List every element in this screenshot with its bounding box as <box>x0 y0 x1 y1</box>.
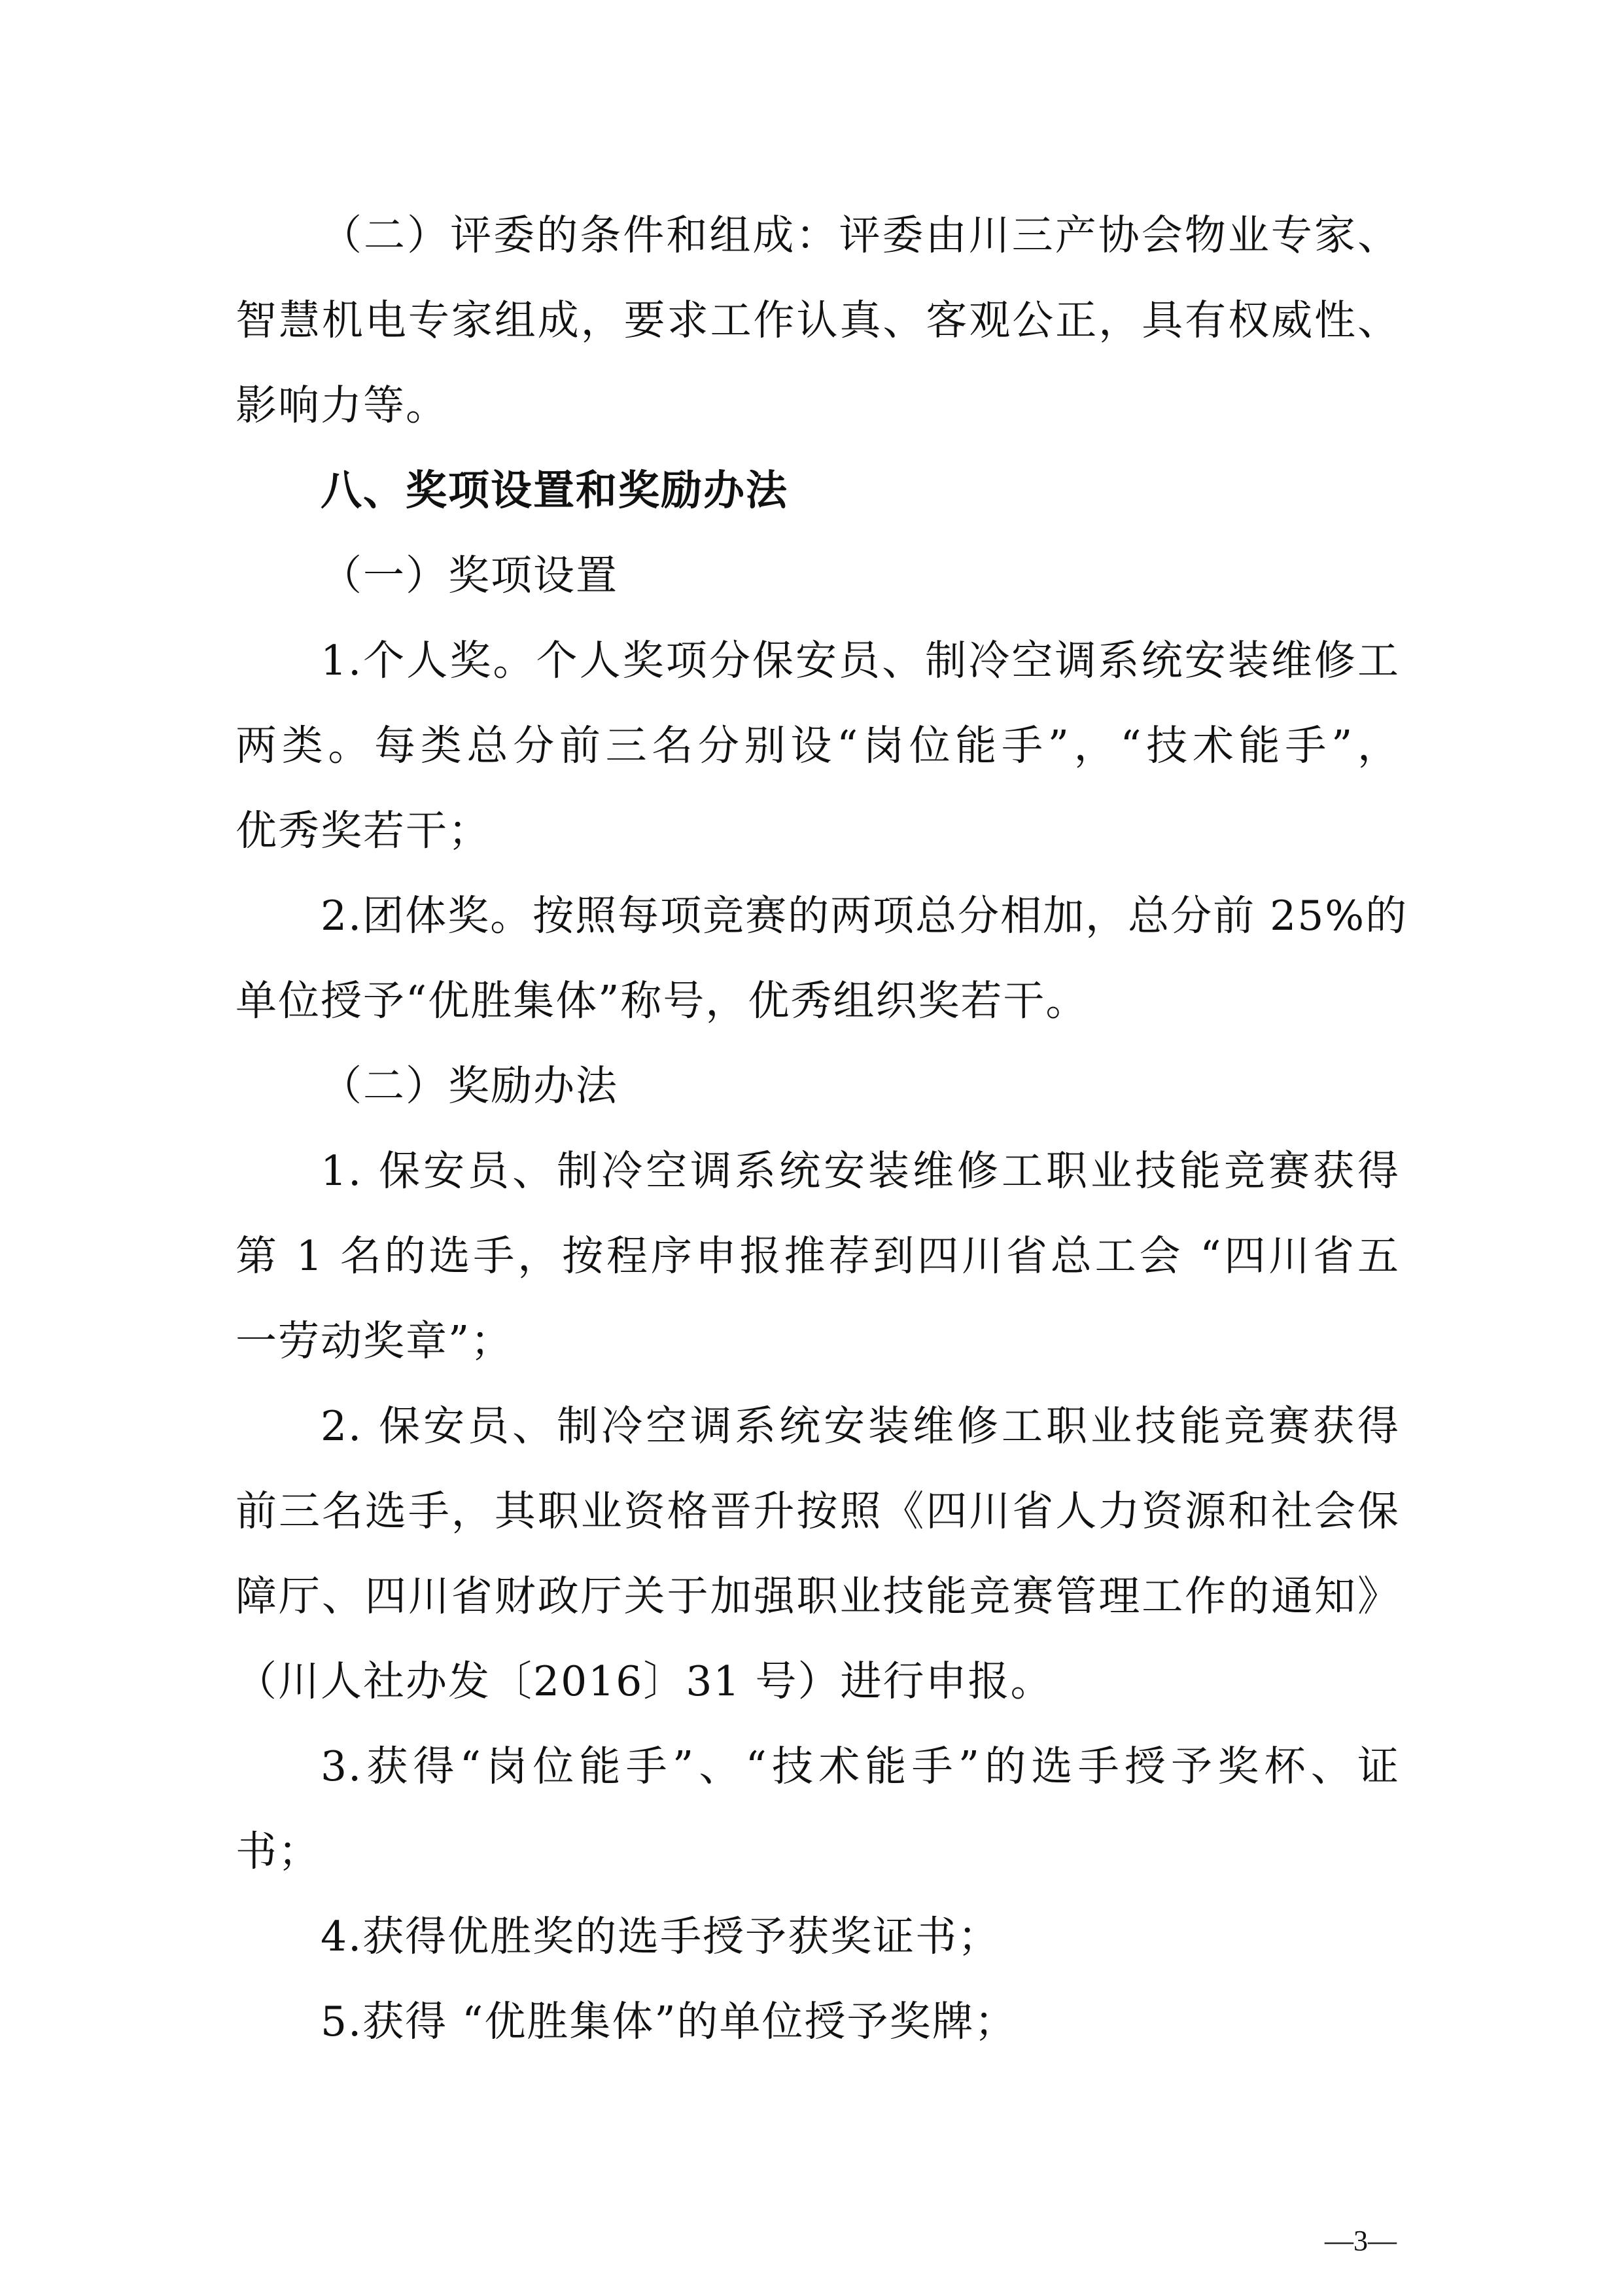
paragraph-reward-1-line-2: 第 1 名的选手，按程序申报推荐到四川省总工会 “四川省五 <box>236 1232 1400 1280</box>
page-number: —3— <box>1325 2225 1397 2257</box>
subheading-award-settings: （一）奖项设置 <box>321 552 618 599</box>
paragraph-team-award-line-1: 2.团体奖。按照每项竞赛的两项总分相加，总分前 25%的 <box>321 892 1408 940</box>
paragraph-reward-2-line-3: 障厅、四川省财政厅关于加强职业技能竞赛管理工作的通知》 <box>236 1572 1400 1620</box>
paragraph-reward-3-line-2: 书； <box>236 1828 321 1875</box>
paragraph-reward-3-line-1: 3.获得“岗位能手”、“技术能手”的选手授予奖杯、证 <box>321 1742 1400 1790</box>
paragraph-individual-award-line-2: 两类。每类总分前三名分别设“岗位能手”，“技术能手”， <box>236 722 1400 769</box>
paragraph-reward-2-line-4: （川人社办发〔2016〕31 号）进行申报。 <box>236 1657 1053 1705</box>
subheading-reward-methods: （二）奖励办法 <box>321 1062 618 1110</box>
paragraph-reward-4: 4.获得优胜奖的选手授予获奖证书； <box>321 1913 1001 1960</box>
paragraph-reward-2-line-2: 前三名选手，其职业资格晋升按照《四川省人力资源和社会保 <box>236 1487 1400 1535</box>
paragraph-judges-line-2: 智慧机电专家组成，要求工作认真、客观公正，具有权威性、 <box>236 296 1400 344</box>
paragraph-individual-award-line-1: 1.个人奖。个人奖项分保安员、制冷空调系统安装维修工 <box>321 637 1400 684</box>
paragraph-team-award-line-2: 单位授予“优胜集体”称号，优秀组织奖若干。 <box>236 977 1089 1025</box>
paragraph-reward-5: 5.获得 “优胜集体”的单位授予奖牌； <box>321 1998 1017 2045</box>
paragraph-reward-2-line-1: 2. 保安员、制冷空调系统安装维修工职业技能竞赛获得 <box>321 1402 1400 1450</box>
paragraph-reward-1-line-1: 1. 保安员、制冷空调系统安装维修工职业技能竞赛获得 <box>321 1147 1400 1195</box>
section-heading-awards: 八、奖项设置和奖励办法 <box>321 467 788 514</box>
paragraph-individual-award-line-3: 优秀奖若干； <box>236 807 491 855</box>
paragraph-judges-line-1: （二）评委的条件和组成：评委由川三产协会物业专家、 <box>321 211 1400 259</box>
paragraph-judges-line-3: 影响力等。 <box>236 381 448 429</box>
paragraph-reward-1-line-3: 一劳动奖章”； <box>236 1317 514 1365</box>
